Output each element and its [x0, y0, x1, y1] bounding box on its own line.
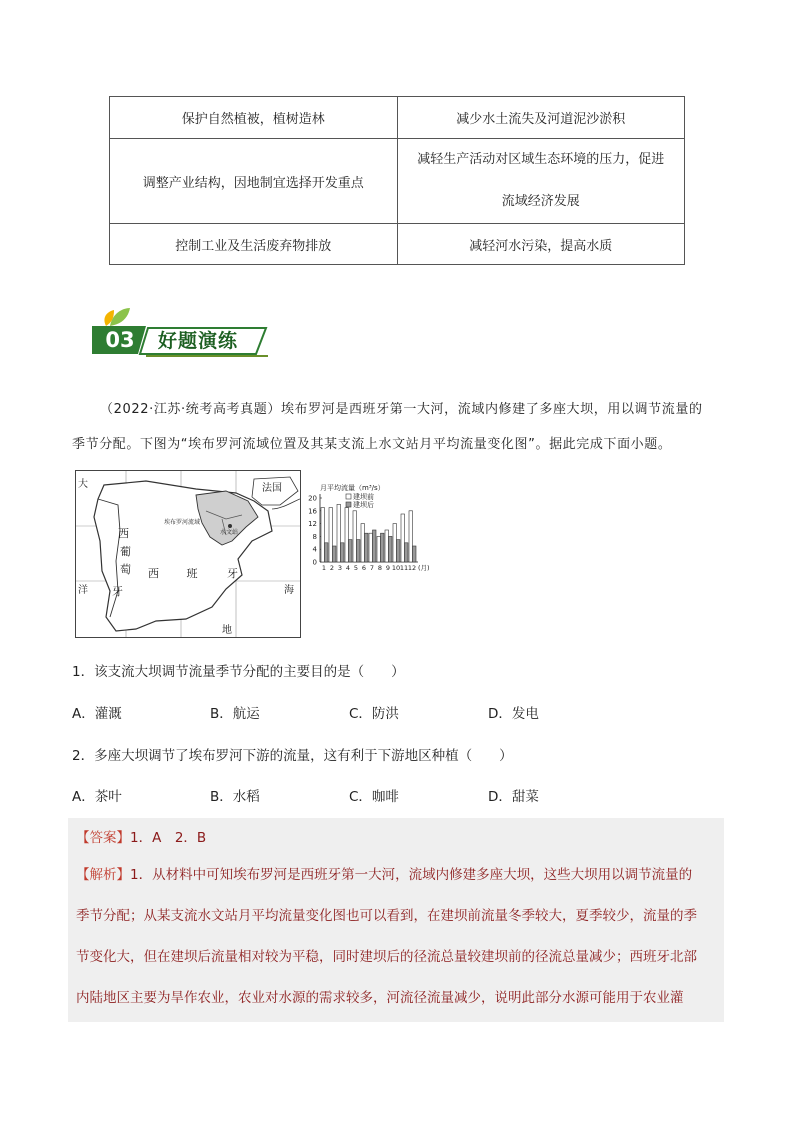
table-row	[110, 97, 685, 139]
bar-after	[349, 540, 353, 562]
section-number: 03	[105, 328, 135, 352]
x-unit-label: (月)	[418, 564, 430, 572]
x-tick-label: 4	[345, 564, 351, 572]
option: D．甜菜	[488, 789, 539, 805]
option: A．灌溉	[72, 706, 122, 722]
bar-before	[385, 530, 389, 562]
effect-cell	[397, 139, 685, 224]
y-tick-label: 8	[312, 532, 317, 541]
ocean-label: 洋	[78, 585, 88, 596]
measure-cell: 控制工业及生活废弃物排放	[110, 224, 398, 265]
country-label: 法国	[262, 483, 282, 494]
bar-after	[381, 533, 385, 562]
iberia-map	[76, 471, 300, 637]
y-tick-label: 12	[308, 520, 317, 529]
bar-before	[353, 511, 357, 562]
analysis-line: 内陆地区主要为旱作农业，农业对水源的需求较多，河流径流量减少，说明此部分水源可能用于农业灌	[76, 990, 684, 1006]
x-tick-label: 7	[369, 564, 375, 572]
option: A．茶叶	[72, 789, 122, 805]
map-label: 西	[118, 527, 129, 540]
x-tick-label: 2	[329, 564, 335, 572]
bar-before	[337, 504, 341, 562]
intro-line: （2022·江苏·统考高考真题）埃布罗河是西班牙第一大河，流域内修建了多座大坝，用以调节流量的	[100, 402, 703, 417]
bar-after	[357, 540, 361, 562]
analysis-block	[76, 855, 716, 1019]
analysis-line: 【解析】1．从材料中可知埃布罗河是西班牙第一大河，流域内修建多座大坝，这些大坝用以调节流量的	[76, 867, 693, 883]
x-tick-label: 12	[407, 564, 417, 572]
option: B．航运	[210, 706, 260, 722]
x-tick-label: 9	[385, 564, 391, 572]
legend-label-after: 建坝后	[353, 501, 374, 509]
x-tick-label: 8	[377, 564, 383, 572]
legend-label-before: 建坝前	[353, 493, 374, 501]
x-tick-label: 3	[337, 564, 343, 572]
legend-swatch-before	[346, 494, 351, 499]
y-tick-label: 4	[312, 545, 317, 554]
question-stem: 2．多座大坝调节了埃布罗河下游的流量，这有利于下游地区种植（ ）	[72, 748, 513, 764]
analysis-line: 节变化大，但在建坝后流量相对较为平稳，同时建坝后的径流总量较建坝前的径流总量减少；西班牙北部	[76, 949, 697, 965]
table-row	[110, 224, 685, 265]
sea-label: 地	[222, 625, 232, 636]
bar-before	[401, 514, 405, 562]
effect-cell: 减少水土流失及河道泥沙淤积	[397, 97, 685, 139]
map-figure	[75, 470, 301, 638]
bar-after	[413, 546, 417, 562]
y-tick-label: 16	[308, 507, 317, 516]
chart-svg	[300, 480, 440, 580]
x-tick-label: 11	[399, 564, 409, 572]
bar-after	[333, 546, 337, 562]
x-tick-label: 5	[353, 564, 359, 572]
y-tick-label: 0	[312, 558, 317, 567]
map-label: 萄	[120, 563, 131, 576]
ocean-label: 大	[78, 479, 88, 490]
flow-chart	[300, 480, 440, 580]
bar-before	[409, 511, 413, 562]
bar-after	[365, 533, 369, 562]
bar-before	[329, 508, 333, 562]
option: D．发电	[488, 706, 539, 722]
bar-before	[369, 533, 373, 562]
measure-cell: 保护自然植被，植树造林	[110, 97, 398, 139]
bar-after	[389, 536, 393, 562]
intro-line: 季节分配。下图为“埃布罗河流域位置及其某支流上水文站月平均流量变化图”。据此完成下面小题。	[72, 437, 672, 452]
station-label: 水文站	[220, 529, 239, 536]
measures-table	[109, 96, 685, 265]
sea-label: 海	[284, 585, 294, 596]
x-tick-label: 6	[361, 564, 367, 572]
bar-after	[325, 543, 329, 562]
map-label: 牙	[112, 585, 123, 598]
bar-after	[397, 540, 401, 562]
bar-before	[393, 524, 397, 562]
country-label: 西 班 牙	[148, 567, 239, 580]
answer-line	[76, 826, 206, 846]
bar-before	[345, 508, 349, 562]
bar-after	[341, 543, 345, 562]
bar-after	[373, 530, 377, 562]
legend-swatch-after	[346, 502, 351, 507]
effect-line: 流域经济发展	[501, 194, 580, 209]
question-stem: 1．该支流大坝调节流量季节分配的主要目的是（ ）	[72, 664, 405, 680]
chart-title: 月平均流量（m³/s）	[320, 484, 385, 492]
bar-before	[361, 524, 365, 562]
analysis-tag: 【解析】	[76, 867, 130, 883]
map-label: 葡	[120, 545, 131, 558]
answer-tag: 【答案】	[76, 830, 130, 846]
section-badge	[88, 304, 278, 360]
bar-after	[405, 543, 409, 562]
analysis-line: 季节分配；从某支流水文站月平均流量变化图也可以看到，在建坝前流量冬季较大，夏季较少，流量的季	[76, 908, 697, 924]
y-tick-label: 20	[308, 494, 317, 503]
effect-line: 减轻生产活动对区域生态环境的压力，促进	[417, 152, 665, 167]
x-tick-label: 1	[321, 564, 327, 572]
x-tick-label: 10	[391, 564, 401, 572]
option: B．水稻	[210, 789, 260, 805]
table-row	[110, 139, 685, 224]
bar-before	[377, 536, 381, 562]
answer-text: 1．A 2．B	[130, 830, 207, 846]
effect-cell: 减轻河水污染，提高水质	[397, 224, 685, 265]
measure-cell: 调整产业结构，因地制宜选择开发重点	[110, 139, 398, 224]
option: C．防洪	[349, 706, 399, 722]
section-title: 好题演练	[158, 330, 239, 352]
basin-label: 埃布罗河流域	[164, 519, 201, 526]
option: C．咖啡	[349, 789, 399, 805]
bar-before	[321, 508, 325, 562]
